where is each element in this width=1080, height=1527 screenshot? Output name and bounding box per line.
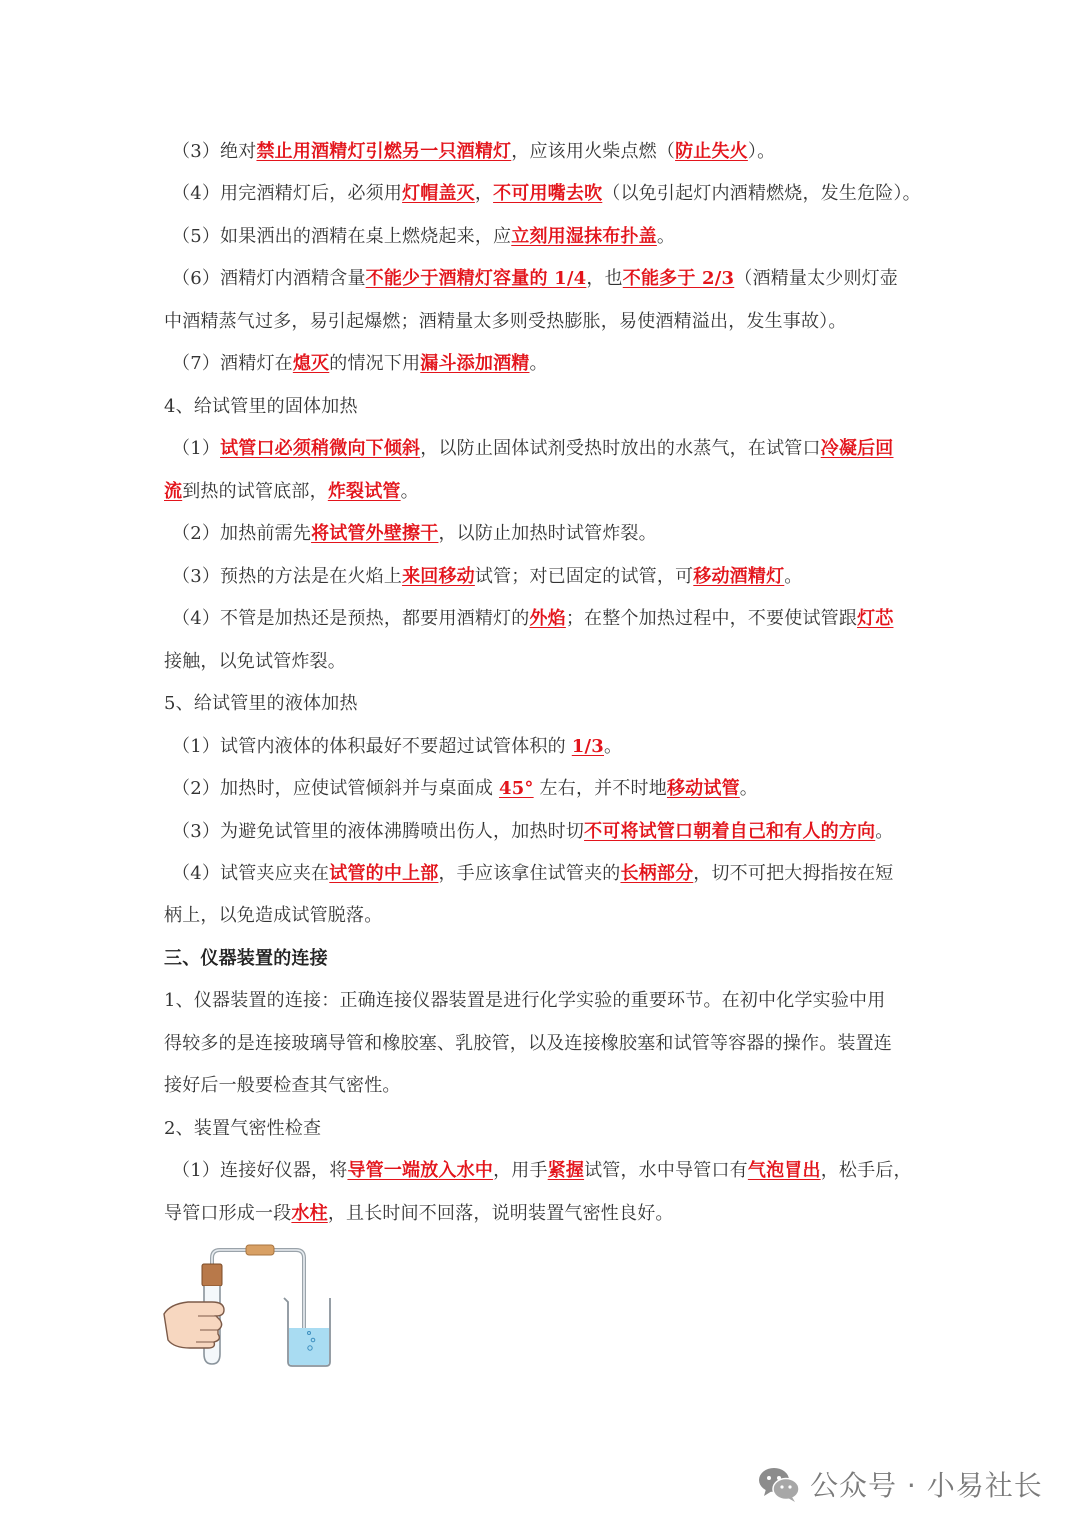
text-segment: ，切不可把大拇指按在短: [693, 863, 894, 884]
text-segment: 4、给试管里的固体加热: [164, 396, 358, 417]
highlighted-keyword: 长柄部分: [620, 863, 694, 884]
text-segment: 。: [875, 821, 894, 842]
text-segment: 得较多的是连接玻璃导管和橡胶塞、乳胶管，以及连接橡胶塞和试管等容器的操作。装置连: [164, 1033, 892, 1054]
text-segment: ，用手: [493, 1160, 548, 1181]
text-segment: （以免引起灯内酒精燃烧，发生危险）。: [602, 183, 921, 204]
text-segment: 到热的试管底部，: [182, 481, 328, 502]
text-line: [164, 989, 924, 1013]
watermark: [758, 1460, 1043, 1508]
highlighted-keyword: 不能多于 2/3: [622, 268, 735, 289]
text-line: [172, 862, 932, 886]
text-line: [172, 225, 932, 249]
highlighted-keyword: 熄灭: [292, 353, 330, 374]
text-segment: 5、给试管里的液体加热: [164, 693, 358, 714]
text-segment: （3）绝对: [172, 141, 257, 162]
highlighted-keyword: 45°: [498, 778, 534, 799]
text-line: [164, 395, 924, 419]
highlighted-keyword: 移动酒精灯: [693, 566, 785, 587]
text-segment: ，以防止加热时试管炸裂。: [438, 523, 657, 544]
highlighted-keyword: 不可将试管口朝着自己和有人的方向: [584, 821, 876, 842]
text-line: [164, 692, 924, 716]
highlighted-keyword: 来回移动: [402, 566, 475, 587]
highlighted-keyword: 流: [164, 481, 183, 502]
text-segment: ，应该用火柴点燃（: [511, 141, 676, 162]
text-line: [172, 437, 932, 461]
text-segment: 接好后一般要检查其气密性。: [164, 1075, 401, 1096]
text-line: [172, 1159, 932, 1183]
hand: [164, 1302, 224, 1348]
text-segment: （6）酒精灯内酒精含量: [172, 268, 366, 289]
text-line: [164, 1202, 924, 1226]
text-line: [164, 480, 924, 504]
text-segment: （5）如果洒出的酒精在桌上燃烧起来，应: [172, 226, 512, 247]
text-segment: 试管；对已固定的试管，可: [474, 566, 694, 587]
text-line: [172, 607, 932, 631]
text-segment: ，手应该拿住试管夹的: [438, 863, 621, 884]
highlighted-keyword: 试管口必须稍微向下倾斜: [220, 438, 421, 459]
text-segment: 接触，以免试管炸裂。: [164, 651, 346, 672]
text-segment: 。: [739, 778, 758, 799]
text-segment: 。: [656, 226, 676, 247]
text-line: [164, 1074, 924, 1098]
highlighted-keyword: 漏斗添加酒精: [420, 353, 530, 374]
text-line: [164, 650, 924, 674]
highlighted-keyword: 不可用嘴去吹: [493, 183, 603, 204]
text-segment: （3）为避免试管里的液体沸腾喷出伤人，加热时切: [172, 821, 585, 842]
text-segment: 。: [400, 481, 419, 502]
text-line: [172, 182, 932, 206]
highlighted-keyword: 灯帽盖灭: [402, 183, 475, 204]
highlighted-keyword: 移动试管: [666, 778, 740, 799]
highlighted-keyword: 试管的中上部: [329, 863, 439, 884]
text-segment: 。: [529, 353, 548, 374]
highlighted-keyword: 将试管外壁擦干: [311, 523, 439, 544]
text-segment: ，: [474, 183, 494, 204]
text-segment: ，且长时间不回落，说明装置气密性良好。: [327, 1203, 674, 1224]
text-line: [172, 777, 932, 801]
text-segment: ，也: [586, 268, 623, 289]
rubber-connector: [246, 1245, 274, 1255]
text-line: [172, 267, 932, 291]
text-segment: ；在整个加热过程中，不要使试管跟: [565, 608, 858, 629]
text-segment: （2）加热时，应使试管倾斜并与桌面成: [172, 778, 499, 799]
highlighted-keyword: 导管一端放入水中: [347, 1160, 494, 1181]
text-segment: 1、仪器装置的连接：正确连接仪器装置是进行化学实验的重要环节。在初中化学实验中用: [164, 990, 886, 1011]
text-segment: （7）酒精灯在: [172, 353, 293, 374]
highlighted-keyword: 紧握: [547, 1160, 585, 1181]
text-segment: ，松手后，: [820, 1160, 912, 1181]
text-segment: （1）试管内液体的体积最好不要超过试管体积的: [172, 736, 572, 757]
highlighted-keyword: 炸裂试管: [327, 481, 401, 502]
text-segment: 三、仪器装置的连接: [164, 948, 328, 969]
highlighted-keyword: 禁止用酒精灯引燃另一只酒精灯: [256, 141, 512, 162]
text-segment: （1）连接好仪器，将: [172, 1160, 348, 1181]
text-segment: 。: [604, 736, 623, 757]
text-line: [172, 820, 932, 844]
text-segment: 。: [784, 566, 803, 587]
highlighted-keyword: 立刻用湿抹布扑盖: [511, 226, 657, 247]
highlighted-keyword: 不能少于酒精灯容量的 1/4: [365, 268, 587, 289]
text-line: [172, 522, 932, 546]
text-segment: （4）用完酒精灯后，必须用: [172, 183, 403, 204]
text-line: [172, 565, 932, 589]
text-segment: （酒精量太少则灯壶: [734, 268, 899, 289]
text-segment: 左右，并不时地: [533, 778, 667, 799]
watermark-text: 公众号 · 小易社长: [810, 1469, 1043, 1502]
section-heading: [164, 947, 924, 971]
text-segment: （1）: [172, 438, 221, 459]
text-segment: （2）加热前需先: [172, 523, 312, 544]
text-line: [164, 1032, 924, 1056]
highlighted-keyword: 冷凝后回: [820, 438, 894, 459]
rubber-stopper: [202, 1264, 222, 1286]
text-line: [164, 904, 924, 928]
wechat-icon: [758, 1465, 800, 1503]
text-segment: ）。: [747, 141, 776, 162]
text-segment: （4）试管夹应夹在: [172, 863, 330, 884]
highlighted-keyword: 1/3: [571, 736, 605, 757]
highlighted-keyword: 气泡冒出: [747, 1160, 821, 1181]
text-line: [172, 140, 932, 164]
text-segment: 2、装置气密性检查: [164, 1118, 322, 1139]
text-segment: 导管口形成一段: [164, 1203, 292, 1224]
text-segment: 试管，水中导管口有: [584, 1160, 748, 1181]
text-segment: （3）预热的方法是在火焰上: [172, 566, 403, 587]
highlighted-keyword: 灯芯: [857, 608, 894, 629]
text-segment: ，以防止固体试剂受热时放出的水蒸气，在试管口: [420, 438, 821, 459]
text-line: [164, 310, 924, 334]
text-segment: 的情况下用: [329, 353, 421, 374]
highlighted-keyword: 水柱: [291, 1203, 328, 1224]
airtightness-check-apparatus-illustration: [160, 1236, 350, 1376]
text-line: [172, 735, 932, 759]
text-line: [172, 352, 932, 376]
text-segment: 中酒精蒸气过多，易引起爆燃；酒精量太多则受热膨胀，易使酒精溢出，发生事故）。: [164, 311, 847, 332]
text-segment: 柄上，以免造成试管脱落。: [164, 905, 383, 926]
highlighted-keyword: 外焰: [529, 608, 566, 629]
text-line: [164, 1117, 924, 1141]
highlighted-keyword: 防止失火: [675, 141, 748, 162]
text-segment: （4）不管是加热还是预热，都要用酒精灯的: [172, 608, 530, 629]
